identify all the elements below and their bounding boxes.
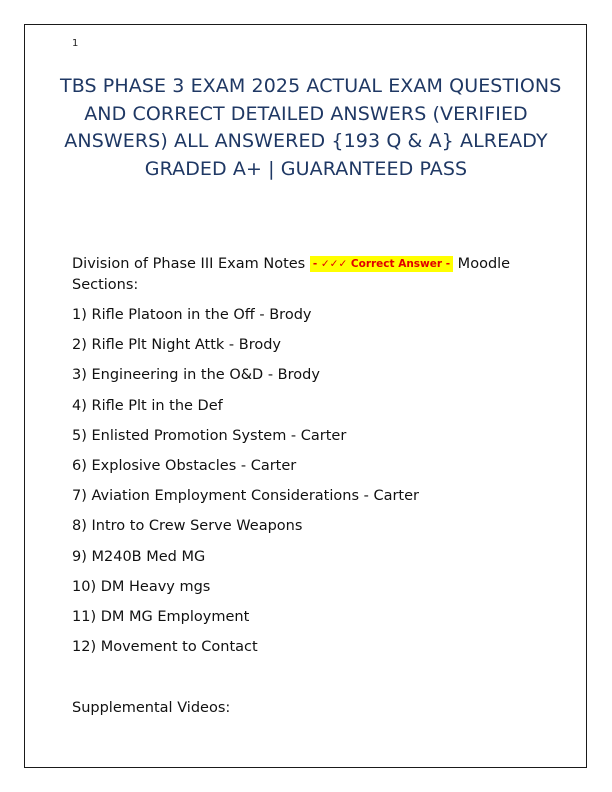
topic-list bbox=[72, 305, 419, 667]
list-item: 6) Explosive Obstacles - Carter bbox=[72, 457, 297, 474]
list-item: 7) Aviation Employment Considerations - Carter bbox=[72, 488, 420, 505]
supplemental-videos-heading: Supplemental Videos: bbox=[72, 700, 231, 716]
correct-answer-tag: - ✓✓✓ Correct Answer - bbox=[310, 256, 453, 272]
intro-text: Division of Phase III Exam Notes bbox=[72, 256, 310, 272]
list-item: 11) DM MG Employment bbox=[72, 608, 250, 625]
intro-paragraph bbox=[72, 254, 542, 296]
title-line: AND CORRECT DETAILED ANSWERS (VERIFIED bbox=[84, 102, 528, 125]
list-item: 2) Rifle Plt Night Attk - Brody bbox=[72, 337, 282, 354]
list-item: 3) Engineering in the O&D - Brody bbox=[72, 367, 320, 384]
title-line: GRADED A+ | GUARANTEED PASS bbox=[144, 157, 468, 180]
list-item: 5) Enlisted Promotion System - Carter bbox=[72, 427, 347, 444]
list-item: 4) Rifle Plt in the Def bbox=[72, 397, 223, 414]
list-item: 10) DM Heavy mgs bbox=[72, 578, 211, 595]
document-title bbox=[60, 73, 562, 183]
list-item: 9) M240B Med MG bbox=[72, 548, 206, 565]
list-item: 12) Movement to Contact bbox=[72, 639, 258, 656]
list-item: 8) Intro to Crew Serve Weapons bbox=[72, 518, 303, 535]
title-line: ANSWERS) ALL ANSWERED {193 Q & A} ALREADY bbox=[64, 130, 548, 152]
page-number: 1 bbox=[72, 38, 79, 49]
list-item: 1) Rifle Platoon in the Off - Brody bbox=[72, 307, 312, 323]
intro-text-continued: Moodle Sections: bbox=[72, 256, 511, 293]
title-line: TBS PHASE 3 EXAM 2025 ACTUAL EXAM QUESTIONS bbox=[60, 75, 562, 97]
